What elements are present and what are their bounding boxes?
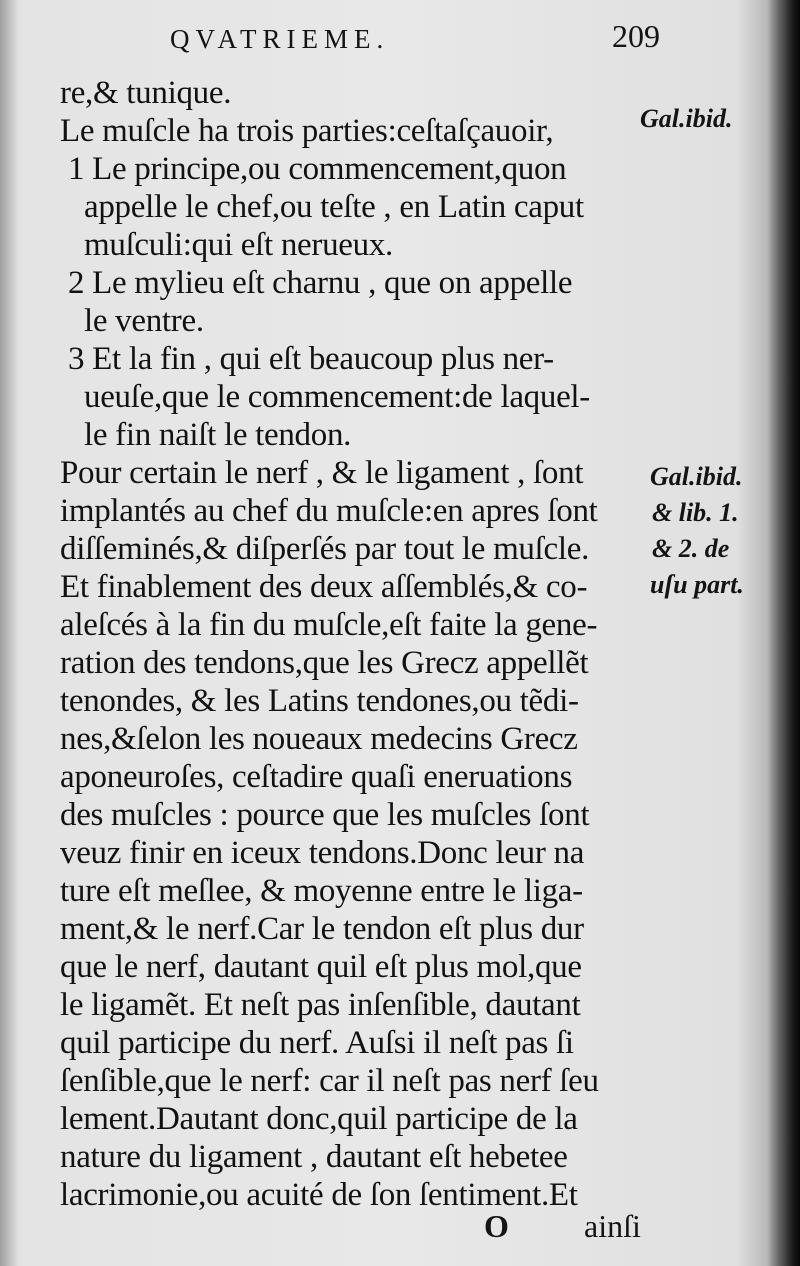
text-line: lacrimonie,ou acuité de ſon ſentiment.Et — [60, 1177, 578, 1213]
text-line: des muſcles : pource que les muſcles ſont — [60, 797, 590, 833]
margin-note: Gal.ibid. — [640, 104, 733, 133]
text-line: tenondes, & les Latins tendones,ou tẽdi- — [60, 683, 579, 719]
text-line: aleſcés à la fin du muſcle,eſt faite la gene- — [60, 607, 598, 643]
text-line: le ventre. — [84, 303, 204, 339]
text-line: 3 Et la fin , qui eſt beaucoup plus ner- — [68, 341, 554, 377]
text-line: diſſeminés,& diſperſés par tout le muſcle. — [60, 531, 590, 567]
text-line: Et finablement des deux aſſemblés,& co- — [60, 569, 588, 605]
text-line: que le nerf, dautant quil eſt plus mol,que — [60, 949, 582, 985]
margin-note: Gal.ibid. — [650, 462, 743, 491]
text-line: aponeuroſes, ceſtadire quaſi eneruations — [60, 759, 573, 795]
text-line: nes,&ſelon les noueaux medecins Grecz — [60, 721, 578, 757]
margin-note: uſu part. — [650, 570, 744, 599]
text-line: muſculi:qui eſt nerueux. — [84, 227, 393, 263]
text-line: ration des tendons,que les Grecz appellẽt — [60, 645, 589, 681]
text-line: ment,& le nerf.Car le tendon eſt plus dur — [60, 911, 584, 947]
text-line: quil participe du nerf. Auſsi il neſt pas ſi — [60, 1025, 574, 1061]
text-line: le ligamẽt. Et neſt pas inſenſible, dautant — [60, 987, 581, 1023]
text-line: le fin naiſt le tendon. — [84, 417, 352, 453]
text-line: veuz finir en iceux tendons.Donc leur na — [60, 835, 585, 871]
page-footer — [0, 1208, 800, 1252]
page-number: 209 — [612, 18, 660, 54]
catchword: ainſi — [584, 1208, 641, 1244]
text-line: ueuſe,que le commencement:de laquel- — [84, 379, 590, 415]
text-line: implantés au chef du muſcle:en apres ſont — [60, 493, 598, 529]
text-line: 2 Le mylieu eſt charnu , que on appelle — [68, 265, 573, 301]
text-line: ture eſt meſlee, & moyenne entre le liga- — [60, 873, 583, 909]
margin-note: & 2. de — [652, 534, 730, 563]
signature-mark: O — [484, 1208, 509, 1244]
text-line: Pour certain le nerf , & le ligament , ſont — [60, 455, 584, 491]
text-line: nature du ligament , dautant eſt hebetee — [60, 1139, 568, 1175]
page-edge-shadow — [766, 0, 800, 1266]
running-head: QVATRIEME. — [170, 24, 390, 54]
text-line: Le muſcle ha trois parties:ceſtaſçauoir, — [60, 113, 554, 149]
text-line: re,& tunique. — [60, 75, 232, 111]
text-line: 1 Le principe,ou commencement,quon — [68, 151, 567, 187]
text-line: ſenſible,que le nerf: car il neſt pas nerf ſeu — [60, 1063, 599, 1099]
text-line: lement.Dautant donc,quil participe de la — [60, 1101, 578, 1137]
margin-note: & lib. 1. — [652, 498, 739, 527]
gutter-shadow — [0, 0, 18, 1266]
text-line: appelle le chef,ou teſte , en Latin caput — [84, 189, 584, 225]
